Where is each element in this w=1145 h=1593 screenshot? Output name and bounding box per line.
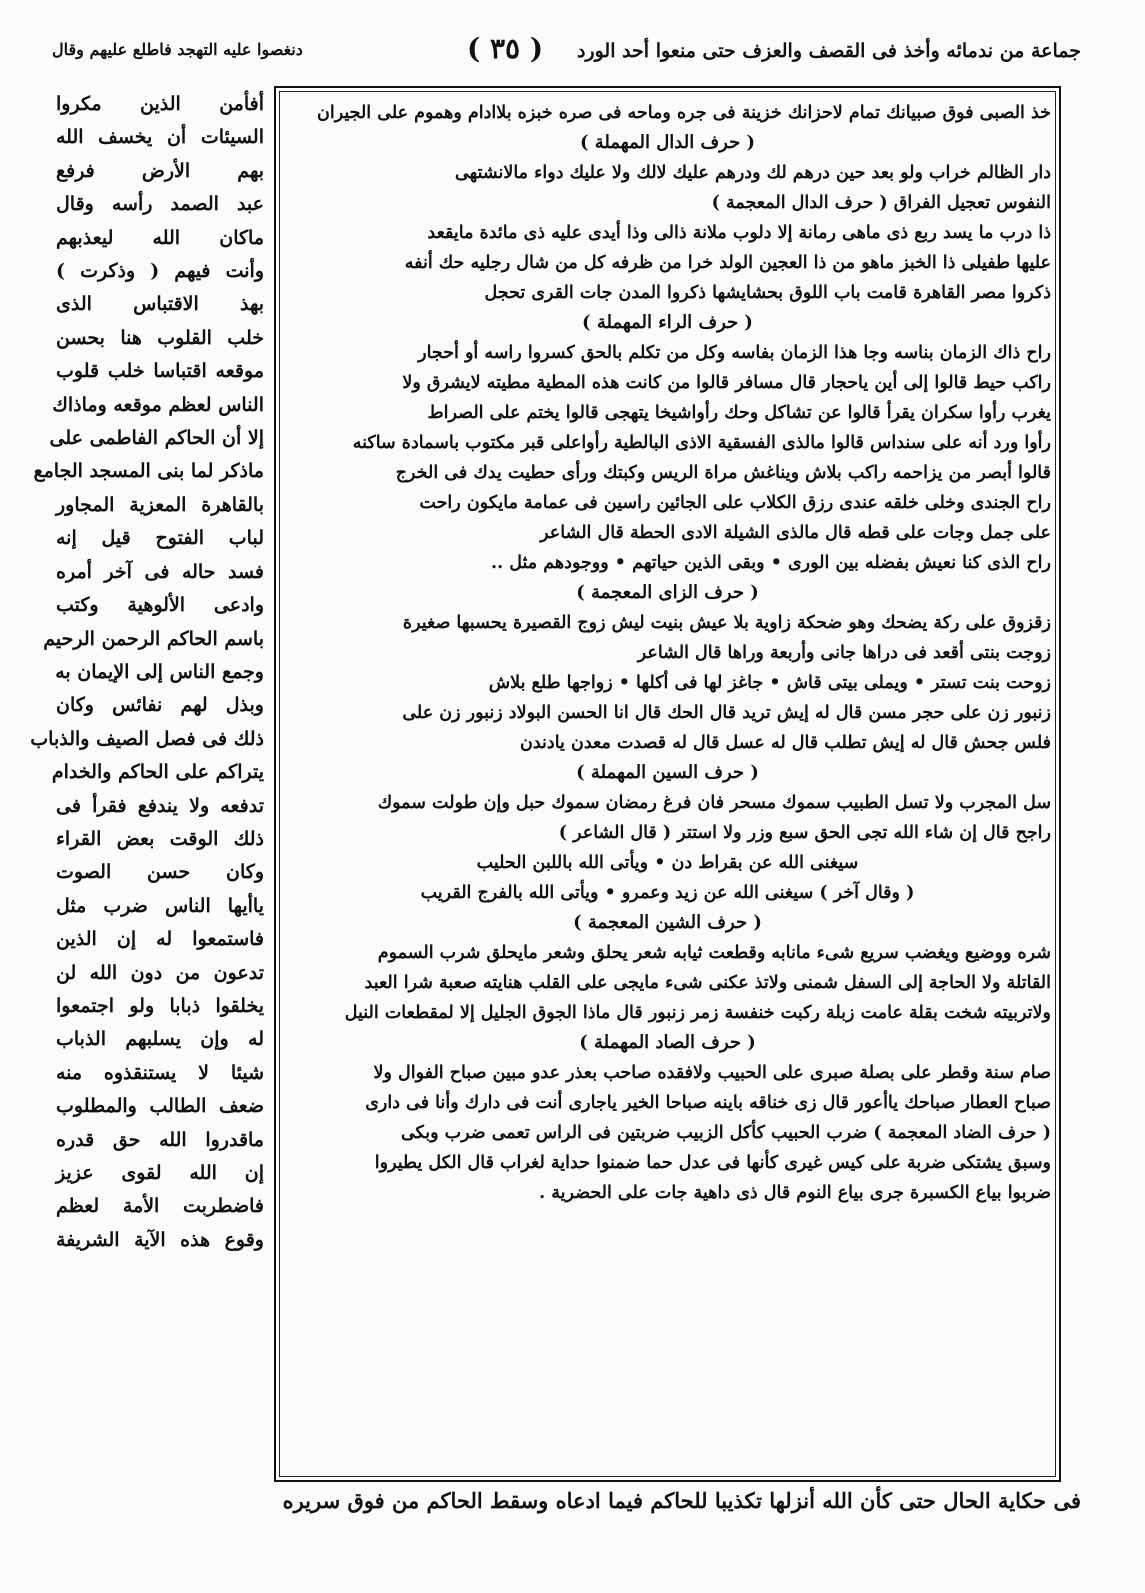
commentary-line: الناس لعظم موقعه وماذاك <box>52 393 264 416</box>
margin-commentary-column <box>30 88 264 1480</box>
text-line: على جمل وجات على قطه قال مالذى الشيلة الادى الحطة قال الشاعر <box>540 523 1051 543</box>
commentary-line: بالقاهرة المعزية المجاور <box>56 493 264 516</box>
commentary-line: تدعون من دون الله لن <box>56 961 264 984</box>
commentary-line: وجمع الناس إلى الإيمان به <box>55 660 264 683</box>
text-line: فلس جحش قال له إيش تطلب قال له عسل قال له قصدت معدن يادندن <box>520 733 1051 753</box>
running-title-right: جماعة من ندمائه وأخذ فى القصف والعزف حتى منعوا أحد الورد <box>576 40 1081 62</box>
text-line: صباح العطار صباحك ياأعور قال زى خناقه باينه صباحا الخير ياجارى أنت فى دارك وأنا فى دارى <box>365 1093 1051 1113</box>
commentary-line: يخلقوا ذبابا ولو اجتمعوا <box>56 994 264 1017</box>
section-heading: ( حرف الصاد المهملة ) <box>579 1032 756 1053</box>
text-line: القاتلة ولا الحاجة إلى السفل شمنى ولاتذ عكنى شىء مايجى على القلب هنايته صعبة شرا العبد <box>364 973 1051 993</box>
commentary-line: ماقدروا الله حق قدره <box>56 1128 264 1151</box>
commentary-line: له وإن يسلبهم الذباب <box>56 1028 264 1051</box>
commentary-line: إن الله لقوى عزيز <box>56 1162 264 1184</box>
section-heading: ( حرف السين المهملة ) <box>576 762 759 783</box>
text-line: شره ووضيع ويغضب سريع شىء مانابه وقطعت ثيابه شعر يحلق وشعر مايحلق شرب السموم <box>377 943 1051 963</box>
main-text-frame <box>274 86 1061 1482</box>
commentary-line: ذلك الوقت بعض القراء <box>56 827 264 850</box>
running-title-left: دنغصوا عليه التهجد فاطلع عليهم وقال <box>52 40 303 59</box>
section-heading: ( حرف الراء المهملة ) <box>582 312 753 333</box>
text-line: صام سنة وقطر على بصلة صبرى على الحبيب ولافقده صاحب بعذر عدو مبين صباح الفوال ولا <box>373 1063 1051 1083</box>
commentary-line: ياأيها الناس ضرب مثل <box>56 894 264 917</box>
text-line: عليها طفيلى ذا الخبز ماهو من ذا العجين الولد خرا من ظرفه كل من شال رجليه حك أنفه <box>404 253 1051 273</box>
commentary-line: عبد الصمد رأسه وقال <box>56 193 264 216</box>
section-heading: ( حرف الزاى المعجمة ) <box>576 582 759 603</box>
commentary-line: بهذ الاقتباس الذى <box>56 293 264 316</box>
commentary-line: وادعى الألوهية وكتب <box>56 594 264 617</box>
text-line: زقزوق على ركة يضحك وهو ضحكة زاوية بلا عيش بنيت ليش زوج القصيرة يحسبها صغيرة <box>402 613 1051 633</box>
text-line: يغرب رأوا سكران يقرأ قالوا عن تشاكل وحك رأواشيخا يتهجى قالوا يختم على الصراط <box>427 403 1051 423</box>
commentary-line: ماكان الله ليعذبهم <box>56 226 264 249</box>
text-line: راكب حيط قالوا إلى أين ياحجار قال مسافر قالوا من كانت هذه المطية مطيته لايشرق ولا <box>402 373 1051 393</box>
text-line: رأوا ورد أنه على سنداس قالوا مالذى الفسقية الاذى البالطية رأواعلى قبر مكتوب باسمادة ساكنه <box>352 433 1051 453</box>
commentary-line: ماذكر لما بنى المسجد الجامع <box>33 460 264 483</box>
text-line: راح الجندى وخلى خلقه عندى رزق الكلاب على الجائين راسين فى عمامة مايكون راحت <box>419 493 1051 513</box>
text-line: زوجت بنتى أقعد فى دراها جانى وأربعة وراها قال الشاعر <box>637 643 1051 663</box>
commentary-line: أفأمن الذين مكروا <box>56 93 264 115</box>
text-line: زنبور زن على حجر مسن قال له إيش تريد قال الحك قال انا الحسن البولاد زنبور زن على <box>402 703 1051 723</box>
commentary-line: فسد حاله فى آخر أمره <box>56 560 264 583</box>
commentary-line: إلا أن الحاكم الفاطمى على <box>49 427 264 450</box>
commentary-line: ضعف الطالب والمطلوب <box>56 1095 264 1118</box>
text-line: النفوس تعجيل الفراق ( حرف الدال المعجمة ) <box>711 193 1051 213</box>
text-line: دار الظالم خراب ولو بعد حين درهم لك ودرهم عليك لالك ولا عليك دواء مالانشتهى <box>454 163 1051 183</box>
commentary-line: بهم الأرض فرفع <box>56 159 264 182</box>
verse-line: سيغنى الله عن بقراط دن • ويأتى الله باللبن الحليب <box>476 853 859 873</box>
text-line: ( حرف الضاد المعجمة ) ضرب الحبيب كأكل الزبيب ضربتين فى الراس تعمى ضرب وبكى <box>400 1123 1051 1143</box>
page-number: ( ٣٥ ) <box>467 32 544 65</box>
commentary-line: لباب الفتوح قيل إنه <box>56 527 264 550</box>
commentary-line: فاستمعوا له إن الذين <box>56 928 264 951</box>
commentary-line: وبذل لهم نفائس وكان <box>56 694 264 717</box>
section-heading: ( حرف الشين المعجمة ) <box>573 912 762 933</box>
text-line: سل المجرب ولا تسل الطبيب سموك مسحر فان فرغ رمضان سموك حبل وإن طولت سموك <box>377 793 1051 813</box>
commentary-line: يتراكم على الحاكم والخدام <box>51 761 264 784</box>
commentary-line: ذلك فى فصل الصيف والذباب <box>30 727 264 750</box>
verse-line: راح الذى كنا نعيش بفضله بين الورى • وبقى الذين حياتهم • ووجودهم مثل .. <box>491 553 1051 573</box>
verse-line: زوحت بنت تستر • ويملى بيتى قاش • جاغز لها فى أكلها • زواجها طلع بلاش <box>488 673 1051 693</box>
text-line: وسبق يشتكى ضربة على كيس غيرى كأنها فى عدل حما ضمنوا حداية لغراب قال الكل يطيروا <box>374 1153 1051 1173</box>
commentary-line: وقوع هذه الآية الشريفة <box>56 1228 264 1251</box>
commentary-line: تدفعه ولا يندفع فقرأ فى <box>56 794 264 817</box>
text-line: راجح قال إن شاء الله تجى الحق سبع وزر ولا استتر ( قال الشاعر ) <box>558 823 1051 843</box>
text-line: قالوا أبصر من يزاحمه راكب بلاش ويناغش مراة الريس وكبتك ورأى حطيت يدك فى الخرج <box>395 463 1051 483</box>
commentary-line: فاضطربت الأمة لعظم <box>56 1195 264 1218</box>
commentary-line: وكان حسن الصوت <box>56 861 264 884</box>
main-text-column <box>284 98 1051 1208</box>
commentary-line: موقعه اقتباسا خلب قلوب <box>56 360 264 383</box>
section-heading: ( حرف الدال المهملة ) <box>579 132 756 153</box>
verse-line: ( وقال آخر ) سيغنى الله عن زيد وعمرو • ويأتى الله بالفرج القريب <box>420 883 915 903</box>
commentary-line: خلب القلوب هنا بحسن <box>56 326 264 349</box>
commentary-line: السيئات أن يخسف الله <box>56 126 264 149</box>
commentary-line: باسم الحاكم الرحمن الرحيم <box>43 627 264 650</box>
commentary-line: شيئا لا يستنقذوه منه <box>56 1061 264 1084</box>
commentary-line: وأنت فيهم ( وذكرت ) <box>56 260 264 283</box>
text-line: ضربوا بياع الكسبرة جرى بياع النوم قال ذى داهية جات على الحضرية . <box>539 1183 1051 1203</box>
text-line: خذ الصبى فوق صبيانك تمام لاحزانك خزينة فى جره وماحه فى صره خبزه بلاادام وهموم على الجيران <box>317 103 1051 123</box>
text-line: ولاتربيته شخت بقلة عامت زبلة ركبت خنفسة زمر زنبور قال ماذا الجوق الجليل إلا لمقطعات النيل <box>344 1003 1051 1023</box>
text-line: ذكروا مصر القاهرة قامت باب اللوق بحشايشها ذكروا المدن جات القرى تحجل <box>484 283 1051 303</box>
running-header <box>52 30 1081 70</box>
text-line: ذا درب ما يسد ربع ذى ماهى رمانة إلا دلوب ملانة ذالى وذا أيدى عليه ذى مائدة مايقعد <box>427 223 1051 243</box>
footer-continuation-line: فى حكاية الحال حتى كأن الله أنزلها تكذيبا للحاكم فيما ادعاه وسقط الحاكم من فوق سريره <box>282 1488 1081 1513</box>
text-line: راح ذاك الزمان بناسه وجا هذا الزمان بفاسه وكل من تكلم بالحق كسروا راسه أو أحجار <box>418 343 1051 363</box>
